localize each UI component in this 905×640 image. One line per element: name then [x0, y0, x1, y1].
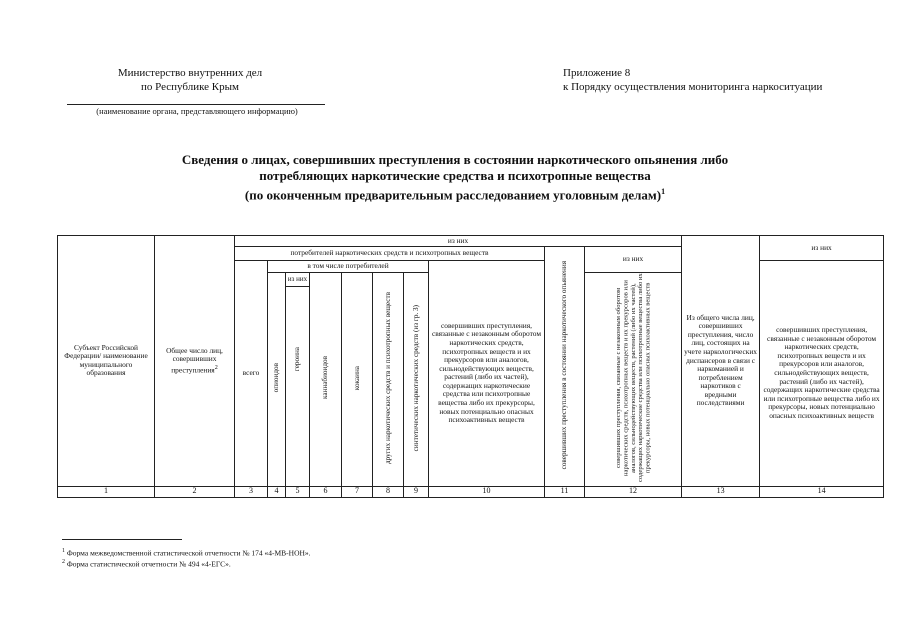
column-numbers-row — [58, 486, 884, 497]
ministry-caption: (наименование органа, представляющего информацию) — [96, 106, 298, 116]
header-col-8 — [373, 273, 404, 487]
footnote-2 — [62, 557, 231, 570]
header-col-4 — [268, 273, 286, 487]
footnote-separator — [62, 539, 182, 540]
col3-label: всего — [242, 368, 260, 377]
col-number: 8 — [373, 486, 404, 497]
col-number: 3 — [235, 486, 268, 497]
header-col-9 — [404, 273, 429, 487]
footnote-2-text: Форма статистической отчетности № 494 «4-ЕГС». — [66, 559, 231, 569]
col-number: 12 — [585, 486, 682, 497]
report-table — [57, 235, 884, 498]
col13-label: Из общего числа лиц, совершивших преступления, число лиц, состоящих на учете наркологических диспансеров в связи с наркоманией и потреблением наркотиков с вредными последствиями — [684, 312, 758, 408]
appendix-line2: к Порядку осуществления мониторинга наркоситуации — [563, 81, 823, 93]
col-number: 4 — [268, 486, 286, 497]
col8-label: других наркотических средств и психотропных веществ — [383, 292, 392, 464]
col-number: 1 — [58, 486, 155, 497]
col14-label: совершивших преступления, связанные с незаконным оборотом наркотических средств, психотропных веществ и их прекурсоров или аналогов, сильнодействующих веществ, растений (либо их частей), содержащих наркотические средства или психотропные вещества либо их прекурсоры, новых потенциально опасных психоактивных веществ — [763, 325, 880, 420]
header-col-12 — [585, 273, 682, 487]
header-including-consumers: в том числе потребителей — [268, 261, 429, 273]
col5-label: героина — [293, 346, 302, 371]
col-number: 5 — [286, 486, 310, 497]
footnote-1-mark: 1 — [62, 548, 65, 554]
col-number: 10 — [429, 486, 545, 497]
col-number: 6 — [310, 486, 342, 497]
footnote-2-mark: 2 — [62, 559, 65, 565]
title-line2: потребляющих наркотические средства и психотропные вещества — [259, 168, 651, 183]
document-title — [90, 152, 820, 203]
col2-text: Общее число лиц, совершивших преступления — [166, 345, 223, 375]
col-number: 13 — [682, 486, 760, 497]
iz-nih-small: из них — [286, 273, 309, 287]
title-footnote-mark: 1 — [661, 187, 666, 196]
appendix-line1: Приложение 8 — [563, 67, 631, 79]
header-col-3 — [235, 261, 268, 487]
header-col-1 — [58, 236, 155, 487]
header-col-13 — [682, 236, 760, 487]
col6-label: каннабиоидов — [321, 356, 330, 400]
col2-label — [155, 347, 234, 375]
header-iz-nih-right: из них — [585, 247, 682, 273]
col12-label: совершивших преступления, связанные с незаконным оборотом наркотических средств, психотропных веществ и их прекурсоров или аналогов, сильнодействующих веществ, растений (либо их частей), содержащих наркотические средства или психотропные вещества либо их прекурсоры, новых потенциально опасных психоактивных веществ — [614, 273, 652, 483]
title-line3 — [90, 184, 820, 203]
title-line3-text: (по оконченным предварительным расследованием уголовным делам) — [244, 187, 662, 203]
header-col-11 — [545, 247, 585, 487]
header-col-6 — [310, 273, 342, 487]
header-iz-nih-far-right: из них — [760, 236, 884, 261]
col1-label: Субъект Российской Федерации/ наименование муниципального образования — [64, 342, 148, 378]
col-number: 2 — [155, 486, 235, 497]
header-iz-nih-top: из них — [235, 236, 682, 247]
col-number: 9 — [404, 486, 429, 497]
title-line1: Сведения о лицах, совершивших преступления в состоянии наркотического опьянения либо — [181, 152, 729, 167]
col4-label: опиоидов — [272, 363, 281, 393]
col9-label: синтетических наркотических средств (из гр. 3) — [411, 304, 420, 452]
ministry-underline — [67, 104, 325, 105]
header-col-7 — [342, 273, 373, 487]
header-col-14 — [760, 261, 884, 487]
col7-label: кокаина — [352, 365, 361, 391]
ministry-line1: Министерство внутренних дел — [117, 67, 263, 79]
ministry-name — [60, 66, 320, 94]
appendix-note — [563, 66, 883, 94]
col-number: 11 — [545, 486, 585, 497]
footnote-1-text: Форма межведомственной статистической отчетности № 174 «4-МВ-НОН». — [66, 548, 311, 558]
col-number: 14 — [760, 486, 884, 497]
header-col-2 — [155, 236, 235, 487]
header-col-5 — [286, 273, 310, 487]
header-consumers-group: потребителей наркотических средств и психотропных веществ — [235, 247, 545, 261]
col10-label: совершивших преступления, связанные с незаконным оборотом наркотических средств, психотропных веществ и их прекурсоров или аналогов, сильнодействующих веществ, растений (либо их частей), содержащих наркотические средства или психотропные вещества либо их прекурсоры, новых потенциально опасных психоактивных веществ — [431, 320, 542, 425]
col2-footnote-mark: 2 — [214, 364, 218, 371]
ministry-line2: по Республике Крым — [141, 81, 239, 93]
col-number: 7 — [342, 486, 373, 497]
header-col-10 — [429, 261, 545, 487]
col11-label: совершивших преступления в состоянии наркотического опьянения — [560, 260, 569, 470]
